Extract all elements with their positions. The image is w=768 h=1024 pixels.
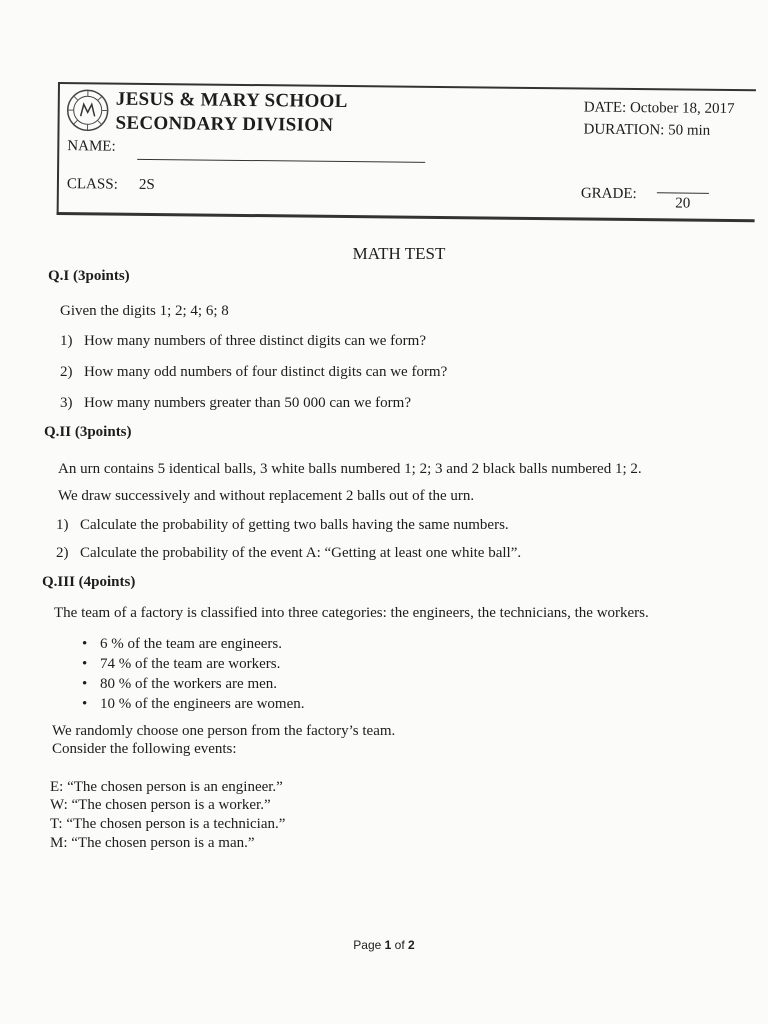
exam-date: DATE: October 18, 2017 xyxy=(583,99,735,118)
q3-bullet-text: 10 % of the engineers are women. xyxy=(100,696,305,712)
q1-item-number: 3) xyxy=(60,395,73,411)
school-name: JESUS & MARY SCHOOL xyxy=(115,88,348,113)
q3-bullet-text: 6 % of the team are engineers. xyxy=(100,636,282,652)
footer-page-number: 1 xyxy=(384,938,392,952)
grade-label: GRADE: xyxy=(580,185,637,203)
grade-fraction xyxy=(657,182,709,213)
q3-heading: Q.III (4points) xyxy=(42,574,136,590)
q3-event: M: “The chosen person is a man.” xyxy=(50,835,255,851)
q3-event: E: “The chosen person is an engineer.” xyxy=(50,779,283,795)
footer-page-word: Page xyxy=(353,938,382,952)
page-footer xyxy=(0,938,768,952)
school-seal-icon xyxy=(65,88,109,132)
grade-denominator: 20 xyxy=(675,195,691,212)
bullet-icon: • xyxy=(82,696,88,712)
class-label: CLASS: xyxy=(66,176,118,193)
q1-item-text: How many numbers of three distinct digits can we form? xyxy=(84,333,426,349)
page-title: MATH TEST xyxy=(352,244,446,263)
q2-item-text: Calculate the probability of getting two balls having the same numbers. xyxy=(80,517,509,533)
footer-of-word: of xyxy=(394,938,405,952)
q3-intro: The team of a factory is classified into three categories: the engineers, the technicians, the workers. xyxy=(54,605,649,621)
q2-heading: Q.II (3points) xyxy=(44,424,132,440)
footer-page-total: 2 xyxy=(408,938,415,952)
q3-event: W: “The chosen person is a worker.” xyxy=(50,797,271,813)
q3-bullet xyxy=(68,676,277,693)
q1-heading: Q.I (3points) xyxy=(48,268,130,284)
q2-item-number: 2) xyxy=(56,545,69,561)
class-value: 2S xyxy=(138,176,155,194)
q2-item-number: 1) xyxy=(56,517,69,533)
q2-intro-1: An urn contains 5 identical balls, 3 white balls numbered 1; 2; 3 and 2 black balls numbered 1; 2. xyxy=(58,461,642,477)
q3-choose: We randomly choose one person from the factory’s team. xyxy=(52,723,396,739)
q2-item xyxy=(56,517,509,534)
bullet-icon: • xyxy=(82,636,88,652)
grade-fraction-line xyxy=(657,192,709,194)
q1-item-number: 2) xyxy=(60,364,73,380)
name-blank-line xyxy=(137,159,425,163)
bullet-icon: • xyxy=(82,676,88,692)
name-label: NAME: xyxy=(67,138,116,155)
school-division: SECONDARY DIVISION xyxy=(115,112,334,136)
q2-intro-2: We draw successively and without replacement 2 balls out of the urn. xyxy=(58,488,475,504)
header-box xyxy=(57,82,756,222)
q3-consider: Consider the following events: xyxy=(52,741,237,757)
q3-event: T: “The chosen person is a technician.” xyxy=(50,816,286,832)
q1-item xyxy=(60,364,447,381)
q3-bullet xyxy=(68,696,305,713)
q3-bullet-text: 80 % of the workers are men. xyxy=(100,676,278,692)
q3-bullet-text: 74 % of the team are workers. xyxy=(100,656,281,672)
q2-item xyxy=(56,545,521,562)
q2-item-text: Calculate the probability of the event A: “Getting at least one white ball”. xyxy=(80,545,522,561)
q1-item-number: 1) xyxy=(60,333,73,349)
q1-item xyxy=(60,395,411,412)
exam-duration: DURATION: 50 min xyxy=(583,121,711,139)
q1-item-text: How many numbers greater than 50 000 can we form? xyxy=(84,395,411,411)
bullet-icon: • xyxy=(82,656,88,672)
q1-item xyxy=(60,333,426,350)
q1-intro: Given the digits 1; 2; 4; 6; 8 xyxy=(60,303,229,319)
q3-bullet xyxy=(68,656,280,673)
q1-item-text: How many odd numbers of four distinct digits can we form? xyxy=(84,364,448,380)
q3-bullet xyxy=(68,636,282,653)
